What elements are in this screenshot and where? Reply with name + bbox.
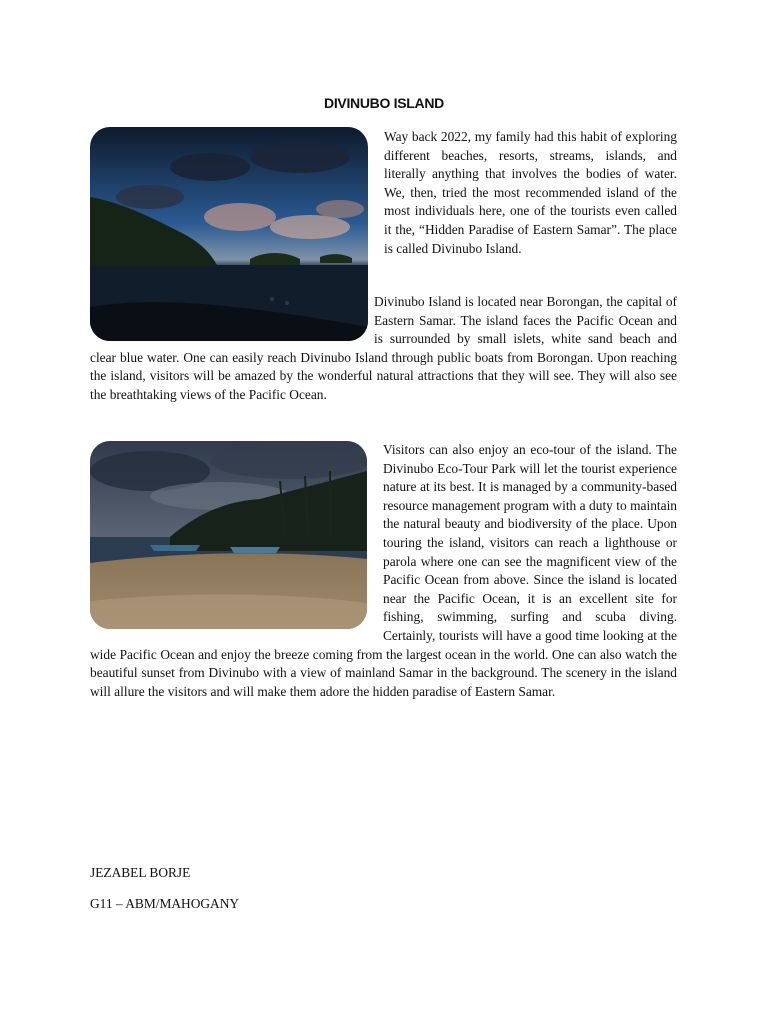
island-beach-photo (90, 441, 367, 629)
author-name: JEZABEL BORJE (90, 865, 191, 880)
page-title: DIVINUBO ISLAND (324, 95, 444, 111)
class-section: G11 – ABM/MAHOGANY (90, 896, 240, 911)
paragraph-1: Way back 2022, my family had this habit of exploring different beaches, resorts, streams, islands, and literally anything that involves the bodies of water. We, then, tried the most recommended island of the most individuals here, one of the tourists even called it the, “Hidden Paradise of Eastern Samar”. The place is called Divinubo Island. (384, 129, 677, 256)
paragraph-2: Divinubo Island is located near Borongan, the capital of Eastern Samar. The island faces the Pacific Ocean and is surrounded by small islets, white sand beach and clear blue water. One can easily reach Divinubo Island through public boats from Borongan. Upon reaching the island, visitors will be amazed by the wonderful natural attractions that they will see. They will also see the breathtaking views of the Pacific Ocean. (90, 294, 677, 402)
photo-wrap-spacer (90, 292, 374, 338)
paragraph-2-block (90, 293, 677, 405)
paragraph-3: Visitors can also enjoy an eco-tour of the island. The Divinubo Eco-Tour Park will let the tourist experience nature at its best. It is managed by a community-based resource management program with a duty to maintain the natural beauty and biodiversity of the place. Upon touring the island, visitors can reach a lighthouse or parola where one can see the magnificent view of the Pacific Ocean from above. Since the island is located near the Pacific Ocean, it is an excellent site for fishing, swimming, surfing and scuba diving. Certainly, tourists will have a good time looking at the wide Pacific Ocean and enjoy the breeze coming from the largest ocean in the world. One can also watch the beautiful sunset from Divinubo with a view of mainland Samar in the background. The scenery in the island will allure the visitors and will make them adore the hidden paradise of Eastern Samar. (90, 442, 677, 699)
paragraph-3-block (90, 441, 677, 701)
